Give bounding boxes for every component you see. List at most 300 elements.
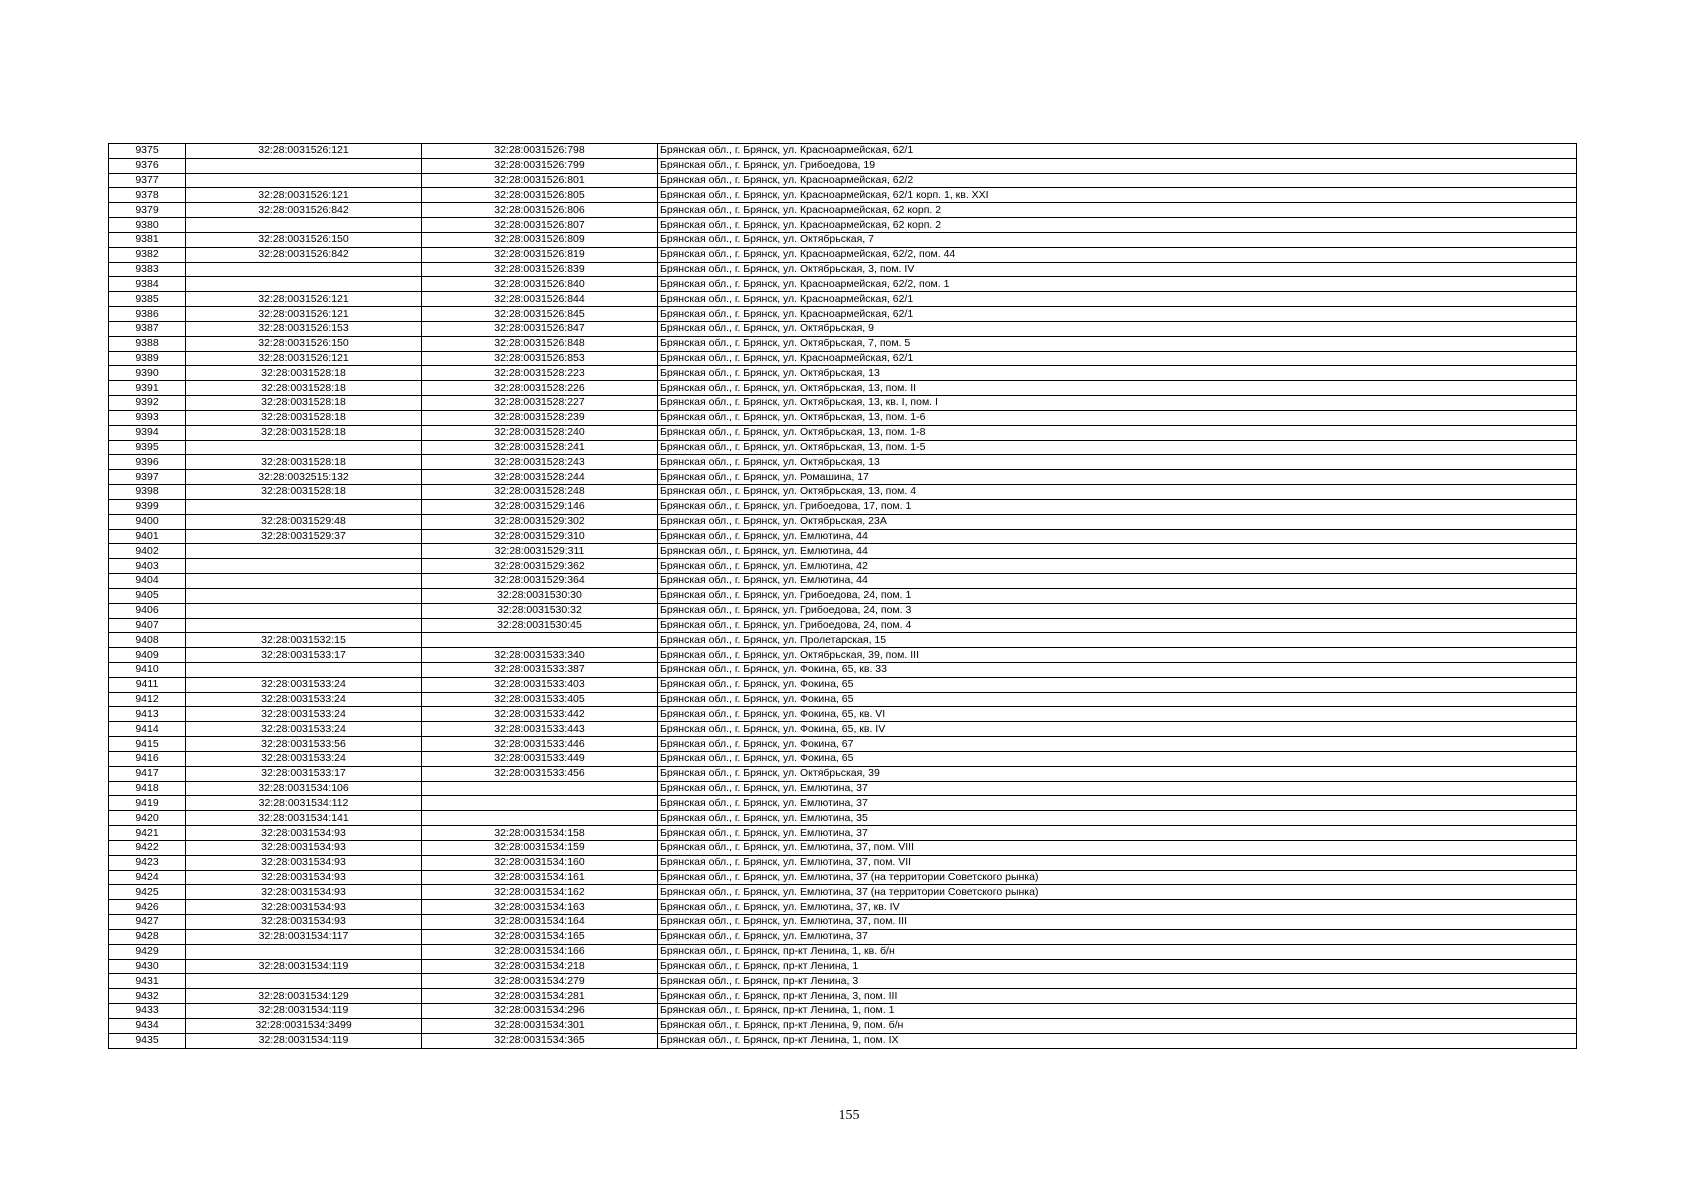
- object-number-cell: 32:28:0031526:848: [422, 336, 658, 351]
- address-cell: Брянская обл., г. Брянск, ул. Емлютина, 44: [658, 574, 1577, 589]
- table-row: [109, 766, 1577, 781]
- parcel-number-cell: [186, 544, 422, 559]
- cadastral-table: [108, 143, 1577, 1049]
- table-row: [109, 900, 1577, 915]
- address-cell: Брянская обл., г. Брянск, ул. Фокина, 65, кв. IV: [658, 722, 1577, 737]
- row-number-cell: 9385: [109, 292, 186, 307]
- address-cell: Брянская обл., г. Брянск, ул. Грибоедова, 24, пом. 4: [658, 618, 1577, 633]
- row-number-cell: 9430: [109, 959, 186, 974]
- address-cell: Брянская обл., г. Брянск, ул. Емлютина, 37: [658, 929, 1577, 944]
- row-number-cell: 9396: [109, 455, 186, 470]
- address-cell: Брянская обл., г. Брянск, ул. Красноармейская, 62/2: [658, 173, 1577, 188]
- object-number-cell: 32:28:0031528:226: [422, 381, 658, 396]
- table-row: [109, 662, 1577, 677]
- object-number-cell: 32:28:0031534:301: [422, 1018, 658, 1033]
- row-number-cell: 9427: [109, 915, 186, 930]
- object-number-cell: 32:28:0031533:340: [422, 648, 658, 663]
- parcel-number-cell: 32:28:0031528:18: [186, 410, 422, 425]
- object-number-cell: [422, 781, 658, 796]
- object-number-cell: 32:28:0031529:311: [422, 544, 658, 559]
- row-number-cell: 9397: [109, 470, 186, 485]
- table-row: [109, 514, 1577, 529]
- table-row: [109, 455, 1577, 470]
- object-number-cell: 32:28:0031534:164: [422, 915, 658, 930]
- address-cell: Брянская обл., г. Брянск, ул. Октябрьская, 7: [658, 232, 1577, 247]
- table-row: [109, 410, 1577, 425]
- row-number-cell: 9399: [109, 499, 186, 514]
- parcel-number-cell: [186, 603, 422, 618]
- row-number-cell: 9433: [109, 1004, 186, 1019]
- address-cell: Брянская обл., г. Брянск, ул. Октябрьская, 39: [658, 766, 1577, 781]
- row-number-cell: 9412: [109, 692, 186, 707]
- object-number-cell: 32:28:0031529:302: [422, 514, 658, 529]
- row-number-cell: 9417: [109, 766, 186, 781]
- object-number-cell: 32:28:0031533:456: [422, 766, 658, 781]
- row-number-cell: 9381: [109, 232, 186, 247]
- table-row: [109, 796, 1577, 811]
- object-number-cell: 32:28:0031528:243: [422, 455, 658, 470]
- object-number-cell: 32:28:0031529:364: [422, 574, 658, 589]
- row-number-cell: 9424: [109, 870, 186, 885]
- parcel-number-cell: 32:28:0031529:48: [186, 514, 422, 529]
- row-number-cell: 9377: [109, 173, 186, 188]
- table-row: [109, 885, 1577, 900]
- row-number-cell: 9394: [109, 425, 186, 440]
- table-row: [109, 588, 1577, 603]
- address-cell: Брянская обл., г. Брянск, ул. Октябрьская, 13, пом. 4: [658, 485, 1577, 500]
- address-cell: Брянская обл., г. Брянск, ул. Красноармейская, 62/1: [658, 351, 1577, 366]
- parcel-number-cell: 32:28:0031526:150: [186, 232, 422, 247]
- object-number-cell: 32:28:0031526:840: [422, 277, 658, 292]
- table-row: [109, 707, 1577, 722]
- parcel-number-cell: 32:28:0031533:17: [186, 648, 422, 663]
- object-number-cell: 32:28:0031526:809: [422, 232, 658, 247]
- address-cell: Брянская обл., г. Брянск, ул. Ромашина, 17: [658, 470, 1577, 485]
- row-number-cell: 9411: [109, 677, 186, 692]
- row-number-cell: 9403: [109, 559, 186, 574]
- address-cell: Брянская обл., г. Брянск, пр-кт Ленина, 1: [658, 959, 1577, 974]
- row-number-cell: 9376: [109, 158, 186, 173]
- row-number-cell: 9426: [109, 900, 186, 915]
- address-cell: Брянская обл., г. Брянск, ул. Грибоедова, 17, пом. 1: [658, 499, 1577, 514]
- row-number-cell: 9384: [109, 277, 186, 292]
- parcel-number-cell: [186, 440, 422, 455]
- table-row: [109, 559, 1577, 574]
- object-number-cell: 32:28:0031529:146: [422, 499, 658, 514]
- table-row: [109, 781, 1577, 796]
- object-number-cell: 32:28:0031534:165: [422, 929, 658, 944]
- object-number-cell: 32:28:0031534:161: [422, 870, 658, 885]
- object-number-cell: [422, 811, 658, 826]
- address-cell: Брянская обл., г. Брянск, ул. Емлютина, 37: [658, 781, 1577, 796]
- table-row: [109, 440, 1577, 455]
- address-cell: Брянская обл., г. Брянск, ул. Грибоедова, 24, пом. 3: [658, 603, 1577, 618]
- address-cell: Брянская обл., г. Брянск, ул. Пролетарская, 15: [658, 633, 1577, 648]
- parcel-number-cell: 32:28:0031534:93: [186, 915, 422, 930]
- object-number-cell: 32:28:0031534:160: [422, 855, 658, 870]
- row-number-cell: 9402: [109, 544, 186, 559]
- parcel-number-cell: 32:28:0031526:121: [186, 188, 422, 203]
- table-row: [109, 959, 1577, 974]
- row-number-cell: 9401: [109, 529, 186, 544]
- table-row: [109, 751, 1577, 766]
- object-number-cell: 32:28:0031533:387: [422, 662, 658, 677]
- address-cell: Брянская обл., г. Брянск, ул. Емлютина, 37, пом. III: [658, 915, 1577, 930]
- table-row: [109, 499, 1577, 514]
- address-cell: Брянская обл., г. Брянск, ул. Красноармейская, 62/2, пом. 1: [658, 277, 1577, 292]
- parcel-number-cell: 32:28:0031528:18: [186, 425, 422, 440]
- table-row: [109, 158, 1577, 173]
- parcel-number-cell: 32:28:0031533:24: [186, 707, 422, 722]
- address-cell: Брянская обл., г. Брянск, ул. Емлютина, 42: [658, 559, 1577, 574]
- object-number-cell: 32:28:0031534:162: [422, 885, 658, 900]
- table-row: [109, 989, 1577, 1004]
- row-number-cell: 9389: [109, 351, 186, 366]
- row-number-cell: 9421: [109, 826, 186, 841]
- row-number-cell: 9429: [109, 944, 186, 959]
- address-cell: Брянская обл., г. Брянск, ул. Емлютина, 37, пом. VII: [658, 855, 1577, 870]
- address-cell: Брянская обл., г. Брянск, ул. Красноармейская, 62/1: [658, 292, 1577, 307]
- row-number-cell: 9378: [109, 188, 186, 203]
- object-number-cell: 32:28:0031534:163: [422, 900, 658, 915]
- table-row: [109, 811, 1577, 826]
- parcel-number-cell: 32:28:0031526:121: [186, 144, 422, 159]
- table-row: [109, 855, 1577, 870]
- row-number-cell: 9400: [109, 514, 186, 529]
- parcel-number-cell: 32:28:0031534:119: [186, 1033, 422, 1048]
- address-cell: Брянская обл., г. Брянск, пр-кт Ленина, 9, пом. б/н: [658, 1018, 1577, 1033]
- address-cell: Брянская обл., г. Брянск, ул. Красноармейская, 62 корп. 2: [658, 203, 1577, 218]
- table-row: [109, 381, 1577, 396]
- parcel-number-cell: 32:28:0031534:93: [186, 870, 422, 885]
- table-row: [109, 648, 1577, 663]
- table-row: [109, 277, 1577, 292]
- parcel-number-cell: 32:28:0031534:93: [186, 885, 422, 900]
- row-number-cell: 9432: [109, 989, 186, 1004]
- address-cell: Брянская обл., г. Брянск, ул. Емлютина, 44: [658, 529, 1577, 544]
- table-row: [109, 336, 1577, 351]
- parcel-number-cell: 32:28:0032515:132: [186, 470, 422, 485]
- object-number-cell: 32:28:0031530:30: [422, 588, 658, 603]
- parcel-number-cell: 32:28:0031534:119: [186, 959, 422, 974]
- object-number-cell: 32:28:0031533:405: [422, 692, 658, 707]
- table-row: [109, 1018, 1577, 1033]
- table-row: [109, 974, 1577, 989]
- table-row: [109, 351, 1577, 366]
- table-row: [109, 173, 1577, 188]
- parcel-number-cell: 32:28:0031526:842: [186, 203, 422, 218]
- parcel-number-cell: 32:28:0031533:24: [186, 677, 422, 692]
- table-row: [109, 1033, 1577, 1048]
- object-number-cell: 32:28:0031528:239: [422, 410, 658, 425]
- row-number-cell: 9382: [109, 247, 186, 262]
- row-number-cell: 9418: [109, 781, 186, 796]
- address-cell: Брянская обл., г. Брянск, ул. Емлютина, 37: [658, 796, 1577, 811]
- object-number-cell: 32:28:0031534:279: [422, 974, 658, 989]
- object-number-cell: 32:28:0031533:442: [422, 707, 658, 722]
- parcel-number-cell: 32:28:0031528:18: [186, 396, 422, 411]
- address-cell: Брянская обл., г. Брянск, ул. Октябрьская, 13, пом. 1-6: [658, 410, 1577, 425]
- address-cell: Брянская обл., г. Брянск, ул. Фокина, 65: [658, 692, 1577, 707]
- table-row: [109, 840, 1577, 855]
- object-number-cell: 32:28:0031529:362: [422, 559, 658, 574]
- row-number-cell: 9413: [109, 707, 186, 722]
- object-number-cell: 32:28:0031526:853: [422, 351, 658, 366]
- object-number-cell: 32:28:0031530:32: [422, 603, 658, 618]
- row-number-cell: 9393: [109, 410, 186, 425]
- row-number-cell: 9435: [109, 1033, 186, 1048]
- object-number-cell: 32:28:0031529:310: [422, 529, 658, 544]
- row-number-cell: 9387: [109, 321, 186, 336]
- parcel-number-cell: [186, 588, 422, 603]
- table-row: [109, 633, 1577, 648]
- object-number-cell: 32:28:0031534:159: [422, 840, 658, 855]
- parcel-number-cell: 32:28:0031534:112: [186, 796, 422, 811]
- row-number-cell: 9391: [109, 381, 186, 396]
- parcel-number-cell: 32:28:0031534:93: [186, 855, 422, 870]
- object-number-cell: 32:28:0031530:45: [422, 618, 658, 633]
- row-number-cell: 9379: [109, 203, 186, 218]
- object-number-cell: 32:28:0031533:449: [422, 751, 658, 766]
- row-number-cell: 9386: [109, 307, 186, 322]
- object-number-cell: 32:28:0031528:227: [422, 396, 658, 411]
- parcel-number-cell: 32:28:0031526:121: [186, 351, 422, 366]
- parcel-number-cell: 32:28:0031533:56: [186, 737, 422, 752]
- object-number-cell: 32:28:0031526:799: [422, 158, 658, 173]
- parcel-number-cell: 32:28:0031534:141: [186, 811, 422, 826]
- object-number-cell: 32:28:0031534:166: [422, 944, 658, 959]
- parcel-number-cell: 32:28:0031528:18: [186, 366, 422, 381]
- table-row: [109, 485, 1577, 500]
- table-row: [109, 203, 1577, 218]
- object-number-cell: 32:28:0031533:403: [422, 677, 658, 692]
- row-number-cell: 9404: [109, 574, 186, 589]
- parcel-number-cell: 32:28:0031534:93: [186, 840, 422, 855]
- table-row: [109, 677, 1577, 692]
- row-number-cell: 9410: [109, 662, 186, 677]
- row-number-cell: 9390: [109, 366, 186, 381]
- parcel-number-cell: 32:28:0031533:17: [186, 766, 422, 781]
- address-cell: Брянская обл., г. Брянск, ул. Октябрьская, 13, пом. 1-5: [658, 440, 1577, 455]
- object-number-cell: 32:28:0031534:296: [422, 1004, 658, 1019]
- parcel-number-cell: [186, 158, 422, 173]
- address-cell: Брянская обл., г. Брянск, ул. Емлютина, 35: [658, 811, 1577, 826]
- table-row: [109, 218, 1577, 233]
- address-cell: Брянская обл., г. Брянск, ул. Грибоедова, 19: [658, 158, 1577, 173]
- address-cell: Брянская обл., г. Брянск, ул. Красноармейская, 62/1 корп. 1, кв. XXI: [658, 188, 1577, 203]
- object-number-cell: 32:28:0031528:248: [422, 485, 658, 500]
- address-cell: Брянская обл., г. Брянск, ул. Грибоедова, 24, пом. 1: [658, 588, 1577, 603]
- parcel-number-cell: [186, 559, 422, 574]
- table-row: [109, 292, 1577, 307]
- table-row: [109, 826, 1577, 841]
- parcel-number-cell: [186, 944, 422, 959]
- address-cell: Брянская обл., г. Брянск, ул. Октябрьская, 13: [658, 455, 1577, 470]
- object-number-cell: 32:28:0031528:223: [422, 366, 658, 381]
- row-number-cell: 9420: [109, 811, 186, 826]
- row-number-cell: 9414: [109, 722, 186, 737]
- parcel-number-cell: [186, 974, 422, 989]
- object-number-cell: 32:28:0031533:446: [422, 737, 658, 752]
- parcel-number-cell: 32:28:0031534:117: [186, 929, 422, 944]
- table-row: [109, 574, 1577, 589]
- row-number-cell: 9406: [109, 603, 186, 618]
- page-number: 155: [838, 1108, 860, 1123]
- parcel-number-cell: [186, 618, 422, 633]
- address-cell: Брянская обл., г. Брянск, ул. Емлютина, 37: [658, 826, 1577, 841]
- parcel-number-cell: [186, 662, 422, 677]
- parcel-number-cell: 32:28:0031533:24: [186, 751, 422, 766]
- address-cell: Брянская обл., г. Брянск, пр-кт Ленина, 3: [658, 974, 1577, 989]
- parcel-number-cell: 32:28:0031528:18: [186, 381, 422, 396]
- address-cell: Брянская обл., г. Брянск, ул. Фокина, 65, кв. VI: [658, 707, 1577, 722]
- parcel-number-cell: 32:28:0031526:121: [186, 292, 422, 307]
- parcel-number-cell: 32:28:0031532:15: [186, 633, 422, 648]
- parcel-number-cell: 32:28:0031528:18: [186, 485, 422, 500]
- object-number-cell: 32:28:0031526:807: [422, 218, 658, 233]
- table-row: [109, 247, 1577, 262]
- row-number-cell: 9416: [109, 751, 186, 766]
- table-row: [109, 321, 1577, 336]
- object-number-cell: 32:28:0031533:443: [422, 722, 658, 737]
- row-number-cell: 9434: [109, 1018, 186, 1033]
- address-cell: Брянская обл., г. Брянск, ул. Красноармейская, 62/2, пом. 44: [658, 247, 1577, 262]
- address-cell: Брянская обл., г. Брянск, ул. Октябрьская, 7, пом. 5: [658, 336, 1577, 351]
- parcel-number-cell: 32:28:0031526:842: [186, 247, 422, 262]
- address-cell: Брянская обл., г. Брянск, ул. Фокина, 65: [658, 677, 1577, 692]
- table-row: [109, 188, 1577, 203]
- row-number-cell: 9431: [109, 974, 186, 989]
- address-cell: Брянская обл., г. Брянск, ул. Октябрьская, 3, пом. IV: [658, 262, 1577, 277]
- object-number-cell: 32:28:0031526:839: [422, 262, 658, 277]
- parcel-number-cell: 32:28:0031526:153: [186, 321, 422, 336]
- object-number-cell: 32:28:0031534:218: [422, 959, 658, 974]
- address-cell: Брянская обл., г. Брянск, ул. Емлютина, 37, пом. VIII: [658, 840, 1577, 855]
- parcel-number-cell: 32:28:0031534:119: [186, 1004, 422, 1019]
- row-number-cell: 9423: [109, 855, 186, 870]
- row-number-cell: 9388: [109, 336, 186, 351]
- object-number-cell: 32:28:0031526:806: [422, 203, 658, 218]
- table-row: [109, 366, 1577, 381]
- object-number-cell: 32:28:0031526:844: [422, 292, 658, 307]
- row-number-cell: 9383: [109, 262, 186, 277]
- table-row: [109, 529, 1577, 544]
- address-cell: Брянская обл., г. Брянск, пр-кт Ленина, 1, пом. IX: [658, 1033, 1577, 1048]
- row-number-cell: 9398: [109, 485, 186, 500]
- table-row: [109, 232, 1577, 247]
- parcel-number-cell: 32:28:0031534:93: [186, 900, 422, 915]
- row-number-cell: 9425: [109, 885, 186, 900]
- table-row: [109, 144, 1577, 159]
- parcel-number-cell: 32:28:0031533:24: [186, 692, 422, 707]
- parcel-number-cell: 32:28:0031526:150: [186, 336, 422, 351]
- table-row: [109, 944, 1577, 959]
- parcel-number-cell: 32:28:0031528:18: [186, 455, 422, 470]
- object-number-cell: [422, 633, 658, 648]
- table-row: [109, 692, 1577, 707]
- parcel-number-cell: [186, 574, 422, 589]
- parcel-number-cell: 32:28:0031529:37: [186, 529, 422, 544]
- object-number-cell: 32:28:0031534:365: [422, 1033, 658, 1048]
- table-row: [109, 262, 1577, 277]
- object-number-cell: 32:28:0031526:847: [422, 321, 658, 336]
- object-number-cell: 32:28:0031534:281: [422, 989, 658, 1004]
- table-row: [109, 722, 1577, 737]
- address-cell: Брянская обл., г. Брянск, ул. Емлютина, 37, кв. IV: [658, 900, 1577, 915]
- address-cell: Брянская обл., г. Брянск, пр-кт Ленина, 1, пом. 1: [658, 1004, 1577, 1019]
- address-cell: Брянская обл., г. Брянск, ул. Октябрьская, 13: [658, 366, 1577, 381]
- parcel-number-cell: 32:28:0031526:121: [186, 307, 422, 322]
- row-number-cell: 9428: [109, 929, 186, 944]
- object-number-cell: 32:28:0031526:819: [422, 247, 658, 262]
- parcel-number-cell: [186, 262, 422, 277]
- row-number-cell: 9375: [109, 144, 186, 159]
- address-cell: Брянская обл., г. Брянск, ул. Фокина, 67: [658, 737, 1577, 752]
- object-number-cell: 32:28:0031526:801: [422, 173, 658, 188]
- parcel-number-cell: [186, 218, 422, 233]
- parcel-number-cell: [186, 277, 422, 292]
- object-number-cell: [422, 796, 658, 811]
- table-row: [109, 870, 1577, 885]
- address-cell: Брянская обл., г. Брянск, ул. Октябрьская, 13, пом. II: [658, 381, 1577, 396]
- address-cell: Брянская обл., г. Брянск, ул. Емлютина, 44: [658, 544, 1577, 559]
- address-cell: Брянская обл., г. Брянск, ул. Октябрьская, 23А: [658, 514, 1577, 529]
- table-row: [109, 737, 1577, 752]
- parcel-number-cell: 32:28:0031534:129: [186, 989, 422, 1004]
- object-number-cell: 32:28:0031528:240: [422, 425, 658, 440]
- address-cell: Брянская обл., г. Брянск, ул. Емлютина, 37 (на территории Советского рынка): [658, 885, 1577, 900]
- object-number-cell: 32:28:0031526:798: [422, 144, 658, 159]
- address-cell: Брянская обл., г. Брянск, ул. Красноармейская, 62 корп. 2: [658, 218, 1577, 233]
- table-row: [109, 929, 1577, 944]
- table-row: [109, 425, 1577, 440]
- table-row: [109, 1004, 1577, 1019]
- address-cell: Брянская обл., г. Брянск, ул. Красноармейская, 62/1: [658, 144, 1577, 159]
- address-cell: Брянская обл., г. Брянск, ул. Октябрьская, 9: [658, 321, 1577, 336]
- table-row: [109, 603, 1577, 618]
- row-number-cell: 9405: [109, 588, 186, 603]
- row-number-cell: 9380: [109, 218, 186, 233]
- table-row: [109, 544, 1577, 559]
- table-row: [109, 396, 1577, 411]
- row-number-cell: 9392: [109, 396, 186, 411]
- address-cell: Брянская обл., г. Брянск, ул. Фокина, 65, кв. 33: [658, 662, 1577, 677]
- object-number-cell: 32:28:0031528:241: [422, 440, 658, 455]
- object-number-cell: 32:28:0031526:845: [422, 307, 658, 322]
- row-number-cell: 9409: [109, 648, 186, 663]
- object-number-cell: 32:28:0031526:805: [422, 188, 658, 203]
- row-number-cell: 9408: [109, 633, 186, 648]
- row-number-cell: 9395: [109, 440, 186, 455]
- table-row: [109, 307, 1577, 322]
- row-number-cell: 9422: [109, 840, 186, 855]
- address-cell: Брянская обл., г. Брянск, пр-кт Ленина, 1, кв. б/н: [658, 944, 1577, 959]
- row-number-cell: 9419: [109, 796, 186, 811]
- row-number-cell: 9407: [109, 618, 186, 633]
- parcel-number-cell: 32:28:0031534:3499: [186, 1018, 422, 1033]
- object-number-cell: 32:28:0031534:158: [422, 826, 658, 841]
- parcel-number-cell: [186, 173, 422, 188]
- table-row: [109, 470, 1577, 485]
- object-number-cell: 32:28:0031528:244: [422, 470, 658, 485]
- cadastral-table-body: [109, 144, 1577, 1049]
- address-cell: Брянская обл., г. Брянск, ул. Октябрьская, 39, пом. III: [658, 648, 1577, 663]
- parcel-number-cell: 32:28:0031534:93: [186, 826, 422, 841]
- table-row: [109, 618, 1577, 633]
- address-cell: Брянская обл., г. Брянск, ул. Октябрьская, 13, кв. I, пом. I: [658, 396, 1577, 411]
- address-cell: Брянская обл., г. Брянск, ул. Фокина, 65: [658, 751, 1577, 766]
- parcel-number-cell: 32:28:0031533:24: [186, 722, 422, 737]
